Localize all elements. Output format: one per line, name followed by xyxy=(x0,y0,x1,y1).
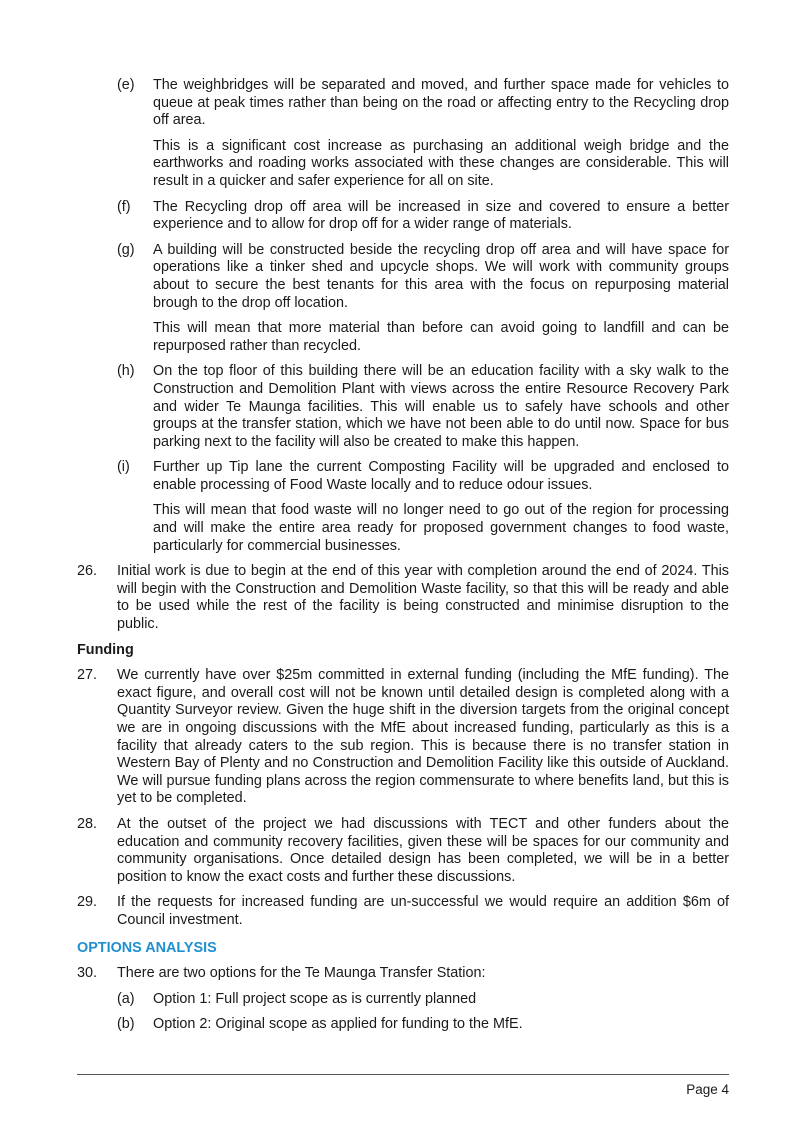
paragraph-text: Initial work is due to begin at the end of this year with completion around the end of 2024. This will begin with the Construction and Demolition Waste facility, so that this will be ready and able to be used while the rest of the facility is being constructed and minimise disruption to the public. xyxy=(117,563,729,633)
item-continuation: This will mean that more material than before can avoid going to landfill and can be repurposed rather than recycled. xyxy=(153,320,729,354)
paragraph-text: There are two options for the Te Maunga Transfer Station: xyxy=(117,965,486,982)
item-text: A building will be constructed beside the recycling drop off area and will have space for operations like a tinker shed and upcycle shops. We will work with community groups about to secure the best tenants for this area with the focus on repurposing material brough to the drop off location. xyxy=(153,241,729,311)
paragraph-number: 30. xyxy=(77,965,98,982)
paragraph-number: 28. xyxy=(77,815,98,832)
funding-heading: Funding xyxy=(77,641,134,658)
paragraph-text: If the requests for increased funding are un-successful we would require an addition $6m of Council investment. xyxy=(117,894,729,928)
item-text: The Recycling drop off area will be increased in size and covered to ensure a better experience and to allow for drop off for a wider range of materials. xyxy=(153,198,729,233)
paragraph-30 xyxy=(0,965,806,983)
item-marker: (e) xyxy=(117,77,135,93)
paragraph-29 xyxy=(0,894,806,929)
options-analysis-heading: OPTIONS ANALYSIS xyxy=(77,939,217,956)
item-text: Option 2: Original scope as applied for funding to the MfE. xyxy=(153,1016,523,1033)
item-text: On the top floor of this building there will be an education facility with a sky walk to the Construction and Demolition Plant with views across the entire Resource Recovery Park and wider Te Maunga facilities. This will enable us to safely have schools and other groups at the transfer station, which we have not been able to do until now. Space for bus parking next to the facility will also be created to make this happen. xyxy=(153,363,729,450)
list-item-e xyxy=(0,77,806,130)
option-item-b xyxy=(0,1016,806,1034)
item-continuation: This will mean that food waste will no longer need to go out of the region for processing and will make the entire area ready for proposed government changes to food waste, particularly for commercial businesses. xyxy=(153,502,729,554)
paragraph-26 xyxy=(0,563,806,633)
page-body xyxy=(0,77,806,1042)
item-continuation: This is a significant cost increase as purchasing an additional weigh bridge and the earthworks and roading works associated with these changes are considerable. This will result in a quicker and safer experience for all on site. xyxy=(153,137,729,189)
item-text: Option 1: Full project scope as is currently planned xyxy=(153,990,477,1007)
paragraph-28 xyxy=(0,816,806,886)
paragraph-number: 26. xyxy=(77,563,98,580)
item-text: The weighbridges will be separated and moved, and further space made for vehicles to queue at peak times rather than being on the road or affecting entry to the Recycling drop off area. xyxy=(153,77,729,129)
item-marker: (f) xyxy=(117,198,131,215)
paragraph-number: 29. xyxy=(77,894,98,911)
list-item-i xyxy=(0,459,806,494)
footer-divider xyxy=(77,1074,729,1075)
paragraph-number: 27. xyxy=(77,667,98,684)
paragraph-27 xyxy=(0,667,806,808)
paragraph-text: We currently have over $25m committed in external funding (including the MfE funding). The exact figure, and overall cost will not be known until detailed design is completed along with a Quantity Surveyor review. Given the huge shift in the diversion targets from the original concept we are in ongoing discussions with the MfE about increased funding, particularly as this is a facility that already caters to the sub region. This is because there is no transfer station in Western Bay of Plenty and no Construction and Demolition Facility like this outside of Auckland. We will pursue funding plans across the region commensurate to where benefits land, but this is yet to be completed. xyxy=(117,667,729,807)
item-text: Further up Tip lane the current Composting Facility will be upgraded and enclosed to enable processing of Food Waste locally and to reduce odour issues. xyxy=(153,459,729,493)
page-number: Page 4 xyxy=(686,1082,729,1097)
item-marker: (g) xyxy=(117,241,135,258)
item-marker: (b) xyxy=(117,1016,135,1033)
paragraph-text: At the outset of the project we had discussions with TECT and other funders about the education and community recovery facilities, given these will be spaces for our community and community organisations. Once detailed design has been completed, we will be in a better position to know the exact costs and further these discussions. xyxy=(117,815,729,885)
list-item-g xyxy=(0,242,806,312)
item-marker: (h) xyxy=(117,363,135,380)
option-item-a xyxy=(0,991,806,1009)
item-marker: (i) xyxy=(117,459,130,476)
item-marker: (a) xyxy=(117,990,135,1007)
list-item-h xyxy=(0,363,806,451)
list-item-f xyxy=(0,199,806,234)
